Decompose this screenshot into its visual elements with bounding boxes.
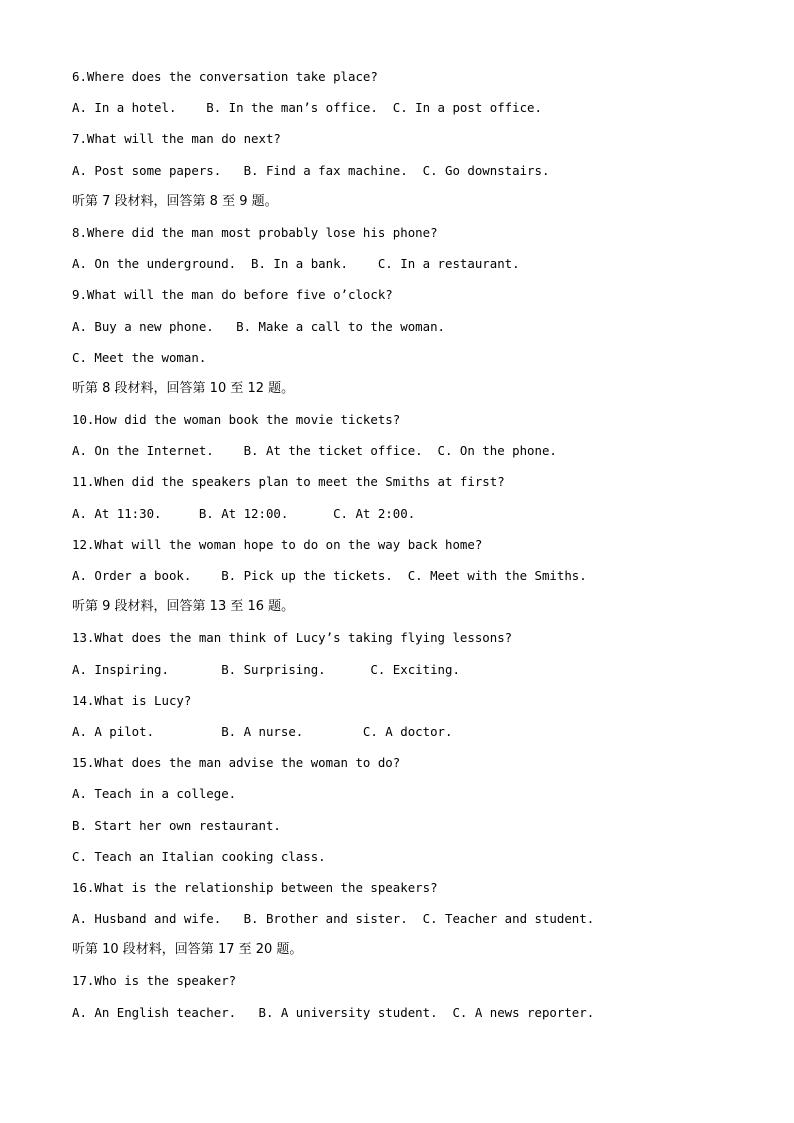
question-6: 6.Where does the conversation take place?	[72, 69, 378, 84]
question-8: 8.Where did the man most probably lose his phone?	[72, 224, 438, 240]
options-11: A. At 11:30. B. At 12:00. C. At 2:00.	[72, 505, 416, 521]
options-17: A. An English teacher. B. A university student. C. A news reporter.	[72, 1004, 595, 1020]
question-10: 10.How did the woman book the movie tickets?	[72, 412, 401, 428]
option-15-c: C. Teach an Italian cooking class.	[72, 848, 326, 864]
question-11: 11.When did the speakers plan to meet the Smiths at first?	[72, 474, 505, 490]
options-6: A. In a hotel. B. In the man’s office. C. In a post office.	[72, 100, 542, 116]
options-9-ab: A. Buy a new phone. B. Make a call to the woman.	[72, 318, 445, 334]
question-12: 12.What will the woman hope to do on the way back home?	[72, 536, 483, 552]
options-13: A. Inspiring. B. Surprising. C. Exciting.	[72, 661, 460, 677]
options-9-c: C. Meet the woman.	[72, 349, 207, 365]
options-8: A. On the underground. B. In a bank. C. In a restaurant.	[72, 256, 520, 272]
question-15: 15.What does the man advise the woman to do?	[72, 755, 401, 771]
question-17: 17.Who is the speaker?	[72, 973, 237, 989]
question-14: 14.What is Lucy?	[72, 692, 192, 708]
question-9: 9.What will the man do before five o’clock?	[72, 287, 393, 303]
options-14: A. A pilot. B. A nurse. C. A doctor.	[72, 723, 453, 739]
section-header-9: 听第 9 段材料，回答第 13 至 16 题。	[72, 599, 295, 615]
option-15-a: A. Teach in a college.	[72, 786, 237, 802]
section-header-8: 听第 8 段材料，回答第 10 至 12 题。	[72, 380, 295, 396]
question-7: 7.What will the man do next?	[72, 131, 281, 147]
section-header-7: 听第 7 段材料，回答第 8 至 9 题。	[72, 193, 278, 209]
question-13: 13.What does the man think of Lucy’s taking flying lessons?	[72, 630, 513, 646]
question-16: 16.What is the relationship between the speakers?	[72, 879, 438, 895]
options-7: A. Post some papers. B. Find a fax machine. C. Go downstairs.	[72, 162, 550, 178]
options-16: A. Husband and wife. B. Brother and sister. C. Teacher and student.	[72, 911, 595, 927]
option-15-b: B. Start her own restaurant.	[72, 817, 281, 833]
options-12: A. Order a book. B. Pick up the tickets. C. Meet with the Smiths.	[72, 568, 587, 583]
section-header-10: 听第 10 段材料，回答第 17 至 20 题。	[72, 942, 303, 958]
options-10: A. On the Internet. B. At the ticket office. C. On the phone.	[72, 443, 557, 459]
document-page	[72, 67, 762, 1034]
